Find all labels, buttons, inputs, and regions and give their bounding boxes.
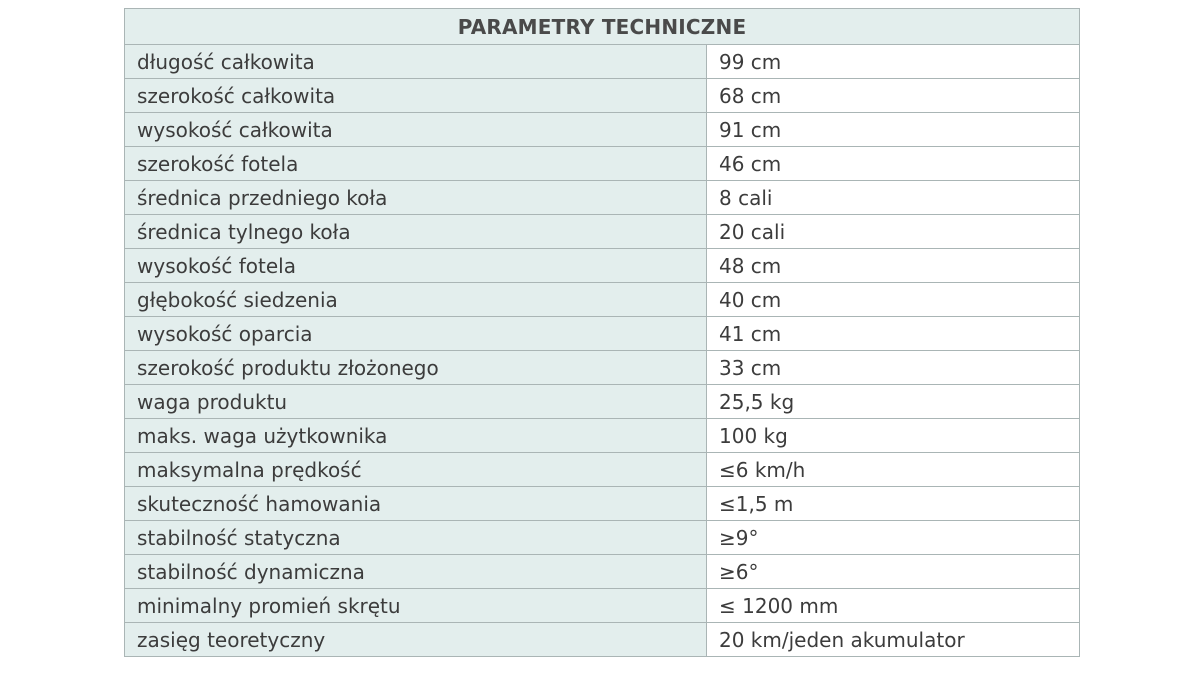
- row-label: waga produktu: [125, 385, 707, 419]
- row-label: wysokość fotela: [125, 249, 707, 283]
- table-row: [125, 215, 1080, 249]
- row-value: ≥6°: [707, 555, 1080, 589]
- row-label: stabilność statyczna: [125, 521, 707, 555]
- table-row: [125, 487, 1080, 521]
- row-value: 40 cm: [707, 283, 1080, 317]
- row-value: 99 cm: [707, 45, 1080, 79]
- table-title: PARAMETRY TECHNICZNE: [125, 9, 1080, 45]
- row-value: ≥9°: [707, 521, 1080, 555]
- row-value: 20 cali: [707, 215, 1080, 249]
- row-value: 25,5 kg: [707, 385, 1080, 419]
- table-row: [125, 147, 1080, 181]
- row-label: stabilność dynamiczna: [125, 555, 707, 589]
- table-body: [125, 45, 1080, 657]
- table-row: [125, 79, 1080, 113]
- spec-table: [124, 8, 1080, 657]
- row-label: długość całkowita: [125, 45, 707, 79]
- row-value: ≤ 1200 mm: [707, 589, 1080, 623]
- row-label: zasięg teoretyczny: [125, 623, 707, 657]
- row-value: 100 kg: [707, 419, 1080, 453]
- table-row: [125, 45, 1080, 79]
- table-row: [125, 249, 1080, 283]
- table-row: [125, 419, 1080, 453]
- table-row: [125, 453, 1080, 487]
- table-row: [125, 283, 1080, 317]
- table-header-row: [125, 9, 1080, 45]
- table-row: [125, 521, 1080, 555]
- row-label: minimalny promień skrętu: [125, 589, 707, 623]
- row-value: 91 cm: [707, 113, 1080, 147]
- table-row: [125, 113, 1080, 147]
- row-value: 33 cm: [707, 351, 1080, 385]
- table-row: [125, 181, 1080, 215]
- row-label: średnica przedniego koła: [125, 181, 707, 215]
- row-value: 8 cali: [707, 181, 1080, 215]
- row-label: średnica tylnego koła: [125, 215, 707, 249]
- row-value: ≤1,5 m: [707, 487, 1080, 521]
- row-label: maksymalna prędkość: [125, 453, 707, 487]
- row-value: 68 cm: [707, 79, 1080, 113]
- table-row: [125, 589, 1080, 623]
- table-row: [125, 623, 1080, 657]
- row-value: 48 cm: [707, 249, 1080, 283]
- row-value: 20 km/jeden akumulator: [707, 623, 1080, 657]
- row-label: głębokość siedzenia: [125, 283, 707, 317]
- row-label: maks. waga użytkownika: [125, 419, 707, 453]
- table-row: [125, 385, 1080, 419]
- row-label: wysokość oparcia: [125, 317, 707, 351]
- table-row: [125, 317, 1080, 351]
- row-value: 41 cm: [707, 317, 1080, 351]
- row-label: szerokość produktu złożonego: [125, 351, 707, 385]
- row-value: ≤6 km/h: [707, 453, 1080, 487]
- row-label: skuteczność hamowania: [125, 487, 707, 521]
- row-value: 46 cm: [707, 147, 1080, 181]
- table-row: [125, 351, 1080, 385]
- row-label: wysokość całkowita: [125, 113, 707, 147]
- row-label: szerokość fotela: [125, 147, 707, 181]
- table-row: [125, 555, 1080, 589]
- row-label: szerokość całkowita: [125, 79, 707, 113]
